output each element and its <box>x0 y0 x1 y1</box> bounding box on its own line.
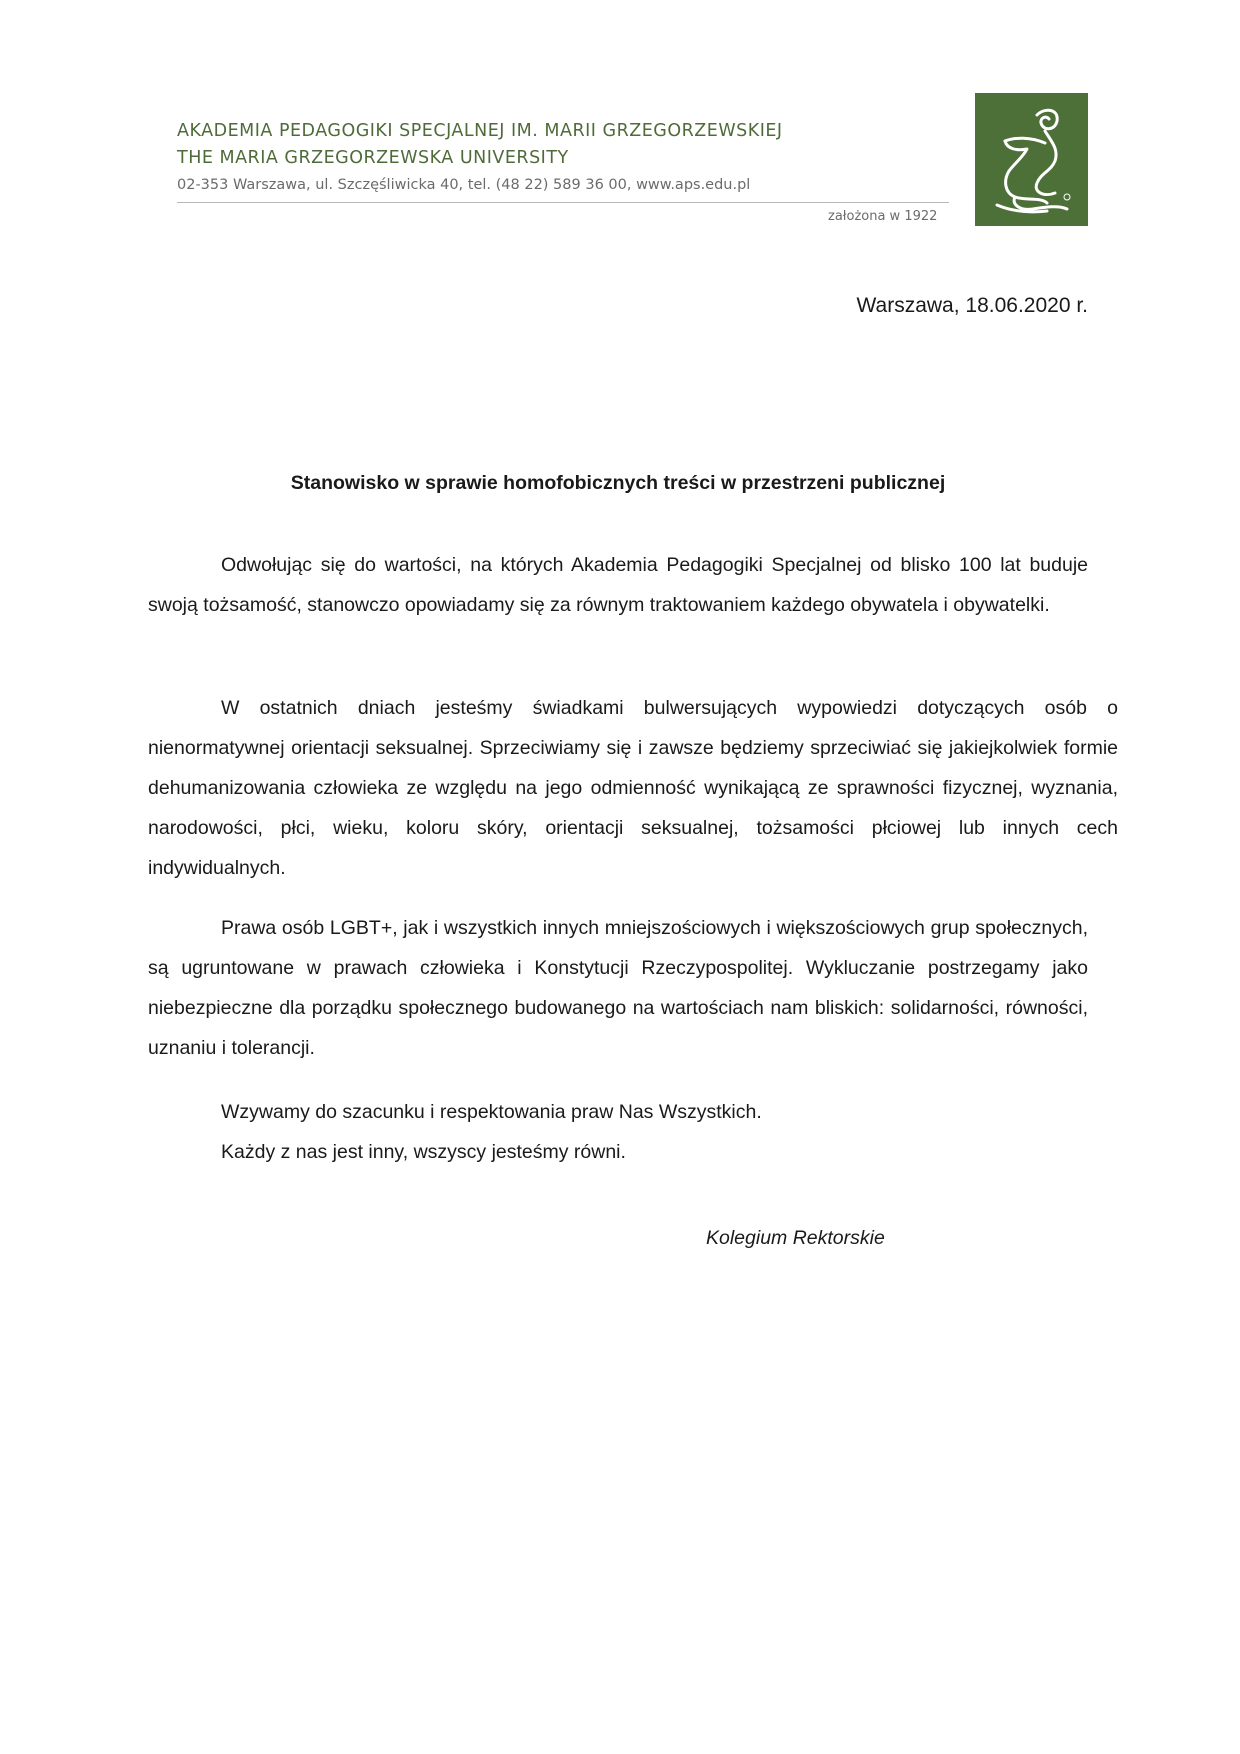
document-date: Warszawa, 18.06.2020 r. <box>856 294 1088 317</box>
paragraph-1 <box>148 545 1088 625</box>
signature: Kolegium Rektorskie <box>706 1227 885 1249</box>
founded-note: założona w 1922 <box>828 209 938 224</box>
paragraph-3-text: Prawa osób LGBT+, jak i wszystkich innych mniejszościowych i większościowych grup społecznych, są ugruntowane w prawach człowieka i Konstytucji Rzeczypospolitej. Wykluczanie postrzegamy jako niebezpieczne dla porządku społecznego budowanego na wartościach nam bliskich: solidarności, równości, uznaniu i tolerancji. <box>148 917 1088 1059</box>
aps-emblem-icon <box>975 93 1088 226</box>
paragraph-1-text: Odwołując się do wartości, na których Akademia Pedagogiki Specjalnej od blisko 100 lat buduje swoją tożsamość, stanowczo opowiadamy się za równym traktowaniem każdego obywatela i obywatelki. <box>148 554 1088 616</box>
letterhead <box>177 118 949 197</box>
university-name-en: THE MARIA GRZEGORZEWSKA UNIVERSITY <box>177 148 569 168</box>
closing-lines <box>221 1092 762 1172</box>
university-address: 02-353 Warszawa, ul. Szczęśliwicka 40, tel. (48 22) 589 36 00, www.aps.edu.pl <box>177 177 751 193</box>
closing-line-1: Wzywamy do szacunku i respektowania praw Nas Wszystkich. <box>221 1101 762 1123</box>
document-title: Stanowisko w sprawie homofobicznych treści w przestrzeni publicznej <box>290 472 946 494</box>
paragraph-2-text: W ostatnich dniach jesteśmy świadkami bulwersujących wypowiedzi dotyczących osób o nienormatywnej orientacji seksualnej. Sprzeciwiamy się i zawsze będziemy sprzeciwiać się jakiejkolwiek formie dehumanizowania człowieka ze względu na jego odmienność wynikającą ze sprawności fizycznej, wyznania, narodowości, płci, wieku, koloru skóry, orientacji seksualnej, tożsamości płciowej lub innych cech indywidualnych. <box>148 697 1118 879</box>
paragraph-2 <box>148 688 1118 888</box>
university-name-pl: AKADEMIA PEDAGOGIKI SPECJALNEJ IM. MARII GRZEGORZEWSKIEJ <box>177 121 783 141</box>
closing-line-2: Każdy z nas jest inny, wszyscy jesteśmy równi. <box>221 1141 626 1163</box>
letterhead-divider <box>177 202 949 203</box>
paragraph-3 <box>148 908 1088 1068</box>
